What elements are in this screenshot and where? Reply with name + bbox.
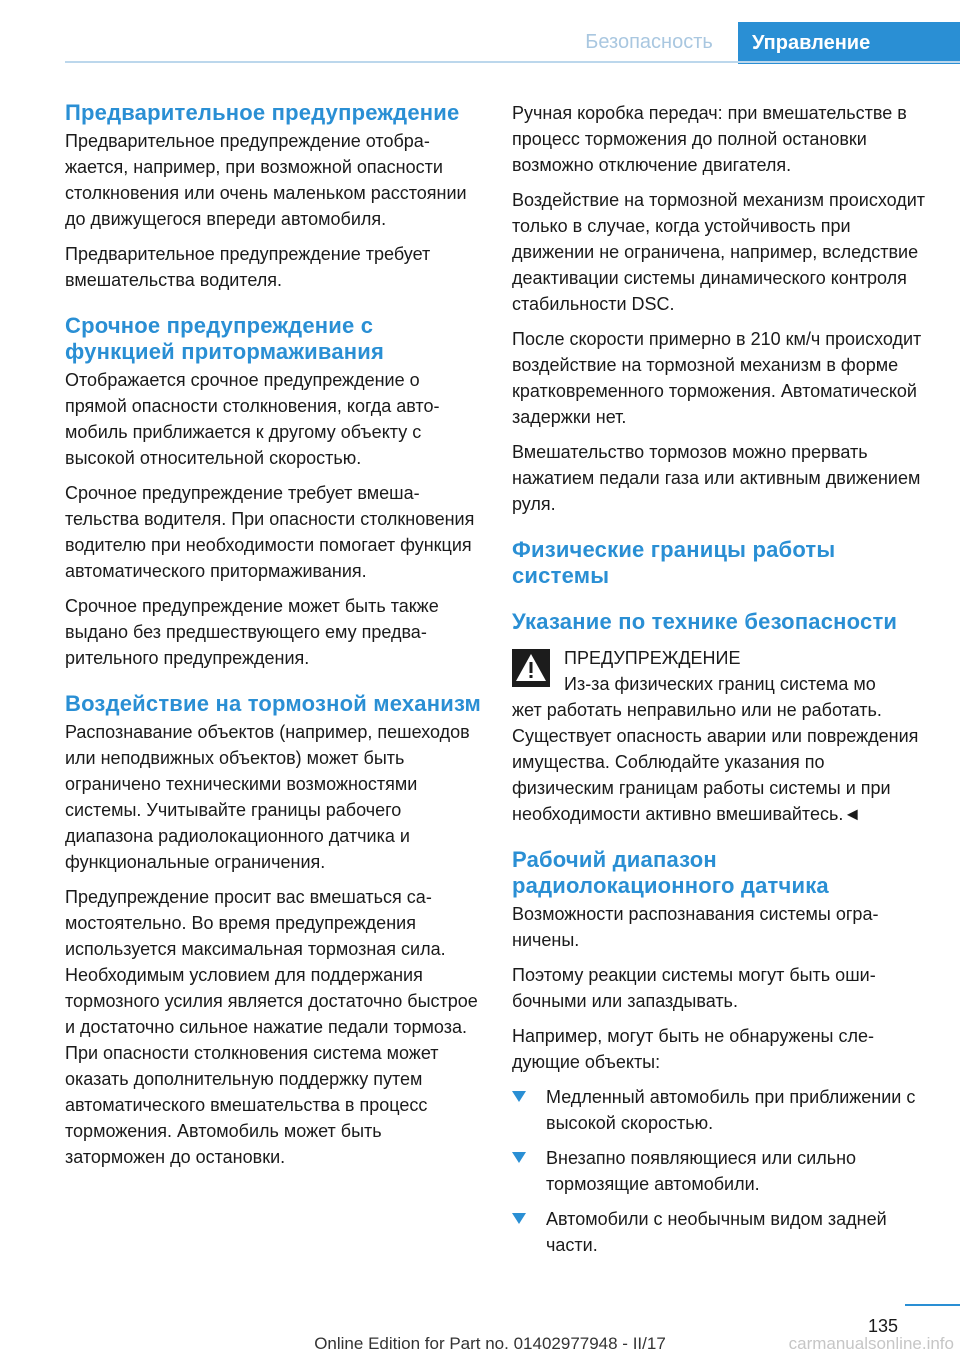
paragraph: Отображается срочное предупреждение о прямой опасности столкновения, когда автомобиль приближается к другому объекту с высокой относительной скоростью.	[65, 370, 440, 468]
page-header	[0, 0, 960, 64]
left-column	[65, 100, 483, 1179]
triangle-bullet-icon	[512, 1152, 526, 1163]
heading-radar-range: Рабочий диапазон радиолокационного датчика	[512, 847, 829, 898]
paragraph: Срочное предупреждение может быть также выдано без предшествующего ему предварительного предупреждения.	[65, 596, 439, 668]
header-rule	[65, 61, 960, 63]
paragraph: Вмешательство тормозов можно прервать нажатием педали газа или активным движением руля.	[512, 442, 921, 514]
paragraph: Срочное предупреждение требует вмешательства водителя. При опасности столкновения водителю при необходимости помогает функция автоматического притормаживания.	[65, 483, 475, 581]
warning-box	[512, 645, 930, 827]
section-tab-operation: Управление	[738, 22, 960, 64]
list-item-text: Медленный автомобиль при приближении с высокой скоростью.	[546, 1087, 916, 1133]
undetected-objects-list	[512, 1084, 930, 1258]
paragraph: Предварительное предупреждение отображается, например, при возможной опасности столкновения или очень маленьком расстоянии до движущегося впереди автомобиля.	[65, 131, 467, 229]
heading-physical-limits: Физические границы работы системы	[512, 537, 836, 588]
paragraph: Возможности распознавания системы ограничены.	[512, 904, 879, 950]
watermark: carmanualsonline.info	[788, 1334, 954, 1353]
warning-text: жет работать неправильно или не работать. Существует опасность аварии или повреждения имущества. Соблюдайте указания по физическим границам работы системы и при необходимости активно вмешивайтесь.◄	[512, 700, 919, 824]
heading-pre-warning: Предварительное предупреждение	[65, 100, 460, 125]
warning-text-first-line: Из-за физических границ система мо	[564, 674, 876, 694]
right-column	[512, 100, 930, 1267]
triangle-bullet-icon	[512, 1091, 526, 1102]
heading-safety-note: Указание по технике безопасности	[512, 609, 898, 634]
list-item	[512, 1206, 930, 1258]
list-item	[512, 1084, 930, 1136]
footer-rule	[905, 1304, 960, 1306]
page-number: 135	[867, 1316, 898, 1336]
heading-brake-intervention: Воздействие на тормозной механизм	[65, 691, 482, 716]
list-item	[512, 1145, 930, 1197]
warning-triangle-icon	[512, 649, 550, 687]
list-item-text: Автомобили с необычным видом задней части.	[546, 1209, 887, 1255]
section-tab-safety: Безопасность	[585, 31, 713, 53]
warning-title: ПРЕДУПРЕЖДЕНИЕ	[564, 648, 741, 668]
paragraph: Предупреждение просит вас вмешаться самостоятельно. Во время предупреждения используется максимальная тормозная сила. Необходимым условием для поддержания тормозного усилия является достаточно быстрое и достаточно сильное нажатие педали тормоза. При опасности столкновения система может оказать дополнительную поддержку путем автоматического вмешательства в процесс торможения. Автомобиль может быть заторможен до остановки.	[65, 887, 478, 1167]
paragraph: Распознавание объектов (например, пешеходов или неподвижных объектов) может быть ограничено техническими возможностями системы. Учитывайте границы рабочего диапазона радиолокационного датчика и функциональные ограничения.	[65, 722, 470, 872]
paragraph: Предварительное предупреждение требует вмешательства водителя.	[65, 244, 431, 290]
paragraph: Ручная коробка передач: при вмешательстве в процесс торможения до полной остановки возможно отключение двигателя.	[512, 103, 907, 175]
paragraph: Воздействие на тормозной механизм происходит только в случае, когда устойчивость при движении не ограничена, например, вследствие деактивации системы динамического контроля стабильности DSC.	[512, 190, 926, 314]
paragraph: Например, могут быть не обнаружены следующие объекты:	[512, 1026, 874, 1072]
heading-urgent-warning: Срочное предупреждение с функцией притормаживания	[65, 313, 384, 364]
triangle-bullet-icon	[512, 1213, 526, 1224]
paragraph: Поэтому реакции системы могут быть ошибочными или запаздывать.	[512, 965, 876, 1011]
paragraph: После скорости примерно в 210 км/ч происходит воздействие на тормозной механизм в форме кратковременного торможения. Автоматической задержки нет.	[512, 329, 922, 427]
edition-label: Online Edition for Part no. 01402977948 - II/17	[314, 1334, 666, 1353]
list-item-text: Внезапно появляющиеся или сильно тормозящие автомобили.	[546, 1148, 857, 1194]
